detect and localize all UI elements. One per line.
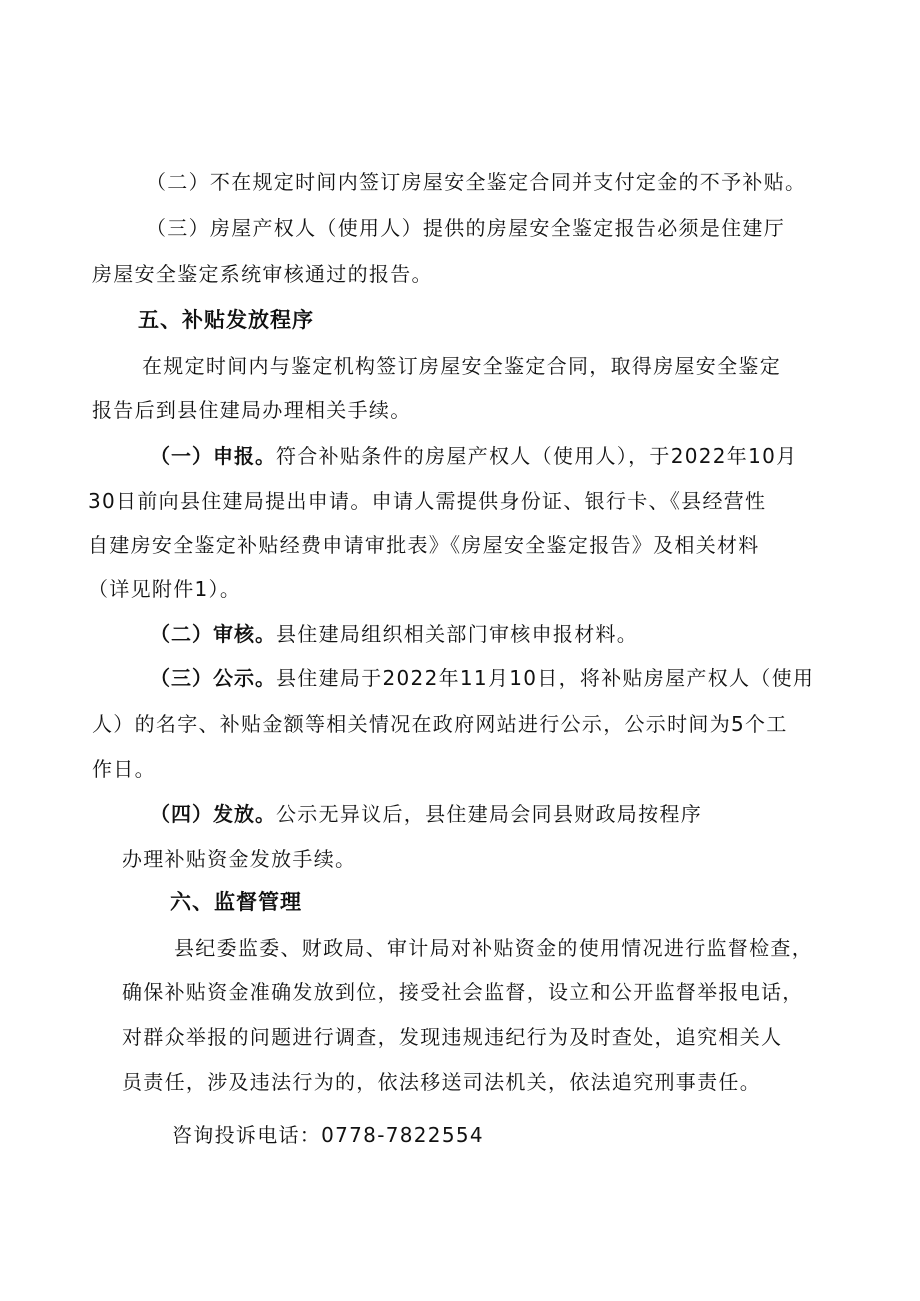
step-1-line-3: 自建房安全鉴定补贴经费申请审批表》《房屋安全鉴定报告》及相关材料 xyxy=(88,533,760,557)
step-3-line-3: 作日。 xyxy=(92,757,156,781)
section-6-line-1: 县纪委监委、财政局、审计局对补贴资金的使用情况进行监督检查， xyxy=(174,936,813,960)
step-2-paragraph xyxy=(150,620,638,648)
section-5-intro-line-1: 在规定时间内与鉴定机构签订房屋安全鉴定合同，取得房屋安全鉴定 xyxy=(142,354,781,378)
section-5-heading: 五、补贴发放程序 xyxy=(138,308,314,332)
item-2-text: （二）不在规定时间内签订房屋安全鉴定合同并支付定金的不予补贴。 xyxy=(146,170,807,194)
contact-line xyxy=(172,1121,484,1149)
item-3-line-1: （三）房屋产权人（使用人）提供的房屋安全鉴定报告必须是住建厅 xyxy=(146,216,785,240)
section-6-line-2: 确保补贴资金准确发放到位，接受社会监督，设立和公开监督举报电话， xyxy=(122,980,804,1004)
step-3-paragraph xyxy=(150,664,814,692)
step-1-line-1: 符合补贴条件的房屋产权人（使用人），于2022年10月 xyxy=(276,444,798,468)
step-1-line-2: 30日前向县住建局提出申请。申请人需提供身份证、银行卡、《县经营性 xyxy=(88,489,767,513)
contact-label: 咨询投诉电话： xyxy=(172,1123,322,1147)
section-6-line-3: 对群众举报的问题进行调查，发现违规违纪行为及时查处，追究相关人 xyxy=(122,1025,783,1049)
section-6-heading: 六、监督管理 xyxy=(170,890,302,914)
step-3-line-1: 县住建局于2022年11月10日，将补贴房屋产权人（使用 xyxy=(276,666,815,690)
step-4-line-1: 公示无异议后，县住建局会同县财政局按程序 xyxy=(276,802,702,826)
item-3-line-2: 房屋安全鉴定系统审核通过的报告。 xyxy=(92,262,433,286)
step-1-line-4: （详见附件1）。 xyxy=(88,577,242,601)
step-2-text: 县住建局组织相关部门审核申报材料。 xyxy=(276,622,639,646)
step-2-label: （二）审核。 xyxy=(150,622,276,646)
step-1-label: （一）申报。 xyxy=(150,444,276,468)
section-5-intro-line-2: 报告后到县住建局办理相关手续。 xyxy=(92,398,412,422)
step-3-line-2: 人）的名字、补贴金额等相关情况在政府网站进行公示，公示时间为5个工 xyxy=(92,712,788,736)
step-3-label: （三）公示。 xyxy=(150,666,276,690)
step-4-line-2: 办理补贴资金发放手续。 xyxy=(122,847,357,871)
step-4-label: （四）发放。 xyxy=(150,802,276,826)
step-4-paragraph xyxy=(150,800,702,828)
step-1-paragraph xyxy=(150,442,797,470)
section-6-line-4: 员责任，涉及违法行为的，依法移送司法机关，依法追究刑事责任。 xyxy=(122,1070,761,1094)
contact-phone: 0778-7822554 xyxy=(321,1123,484,1147)
